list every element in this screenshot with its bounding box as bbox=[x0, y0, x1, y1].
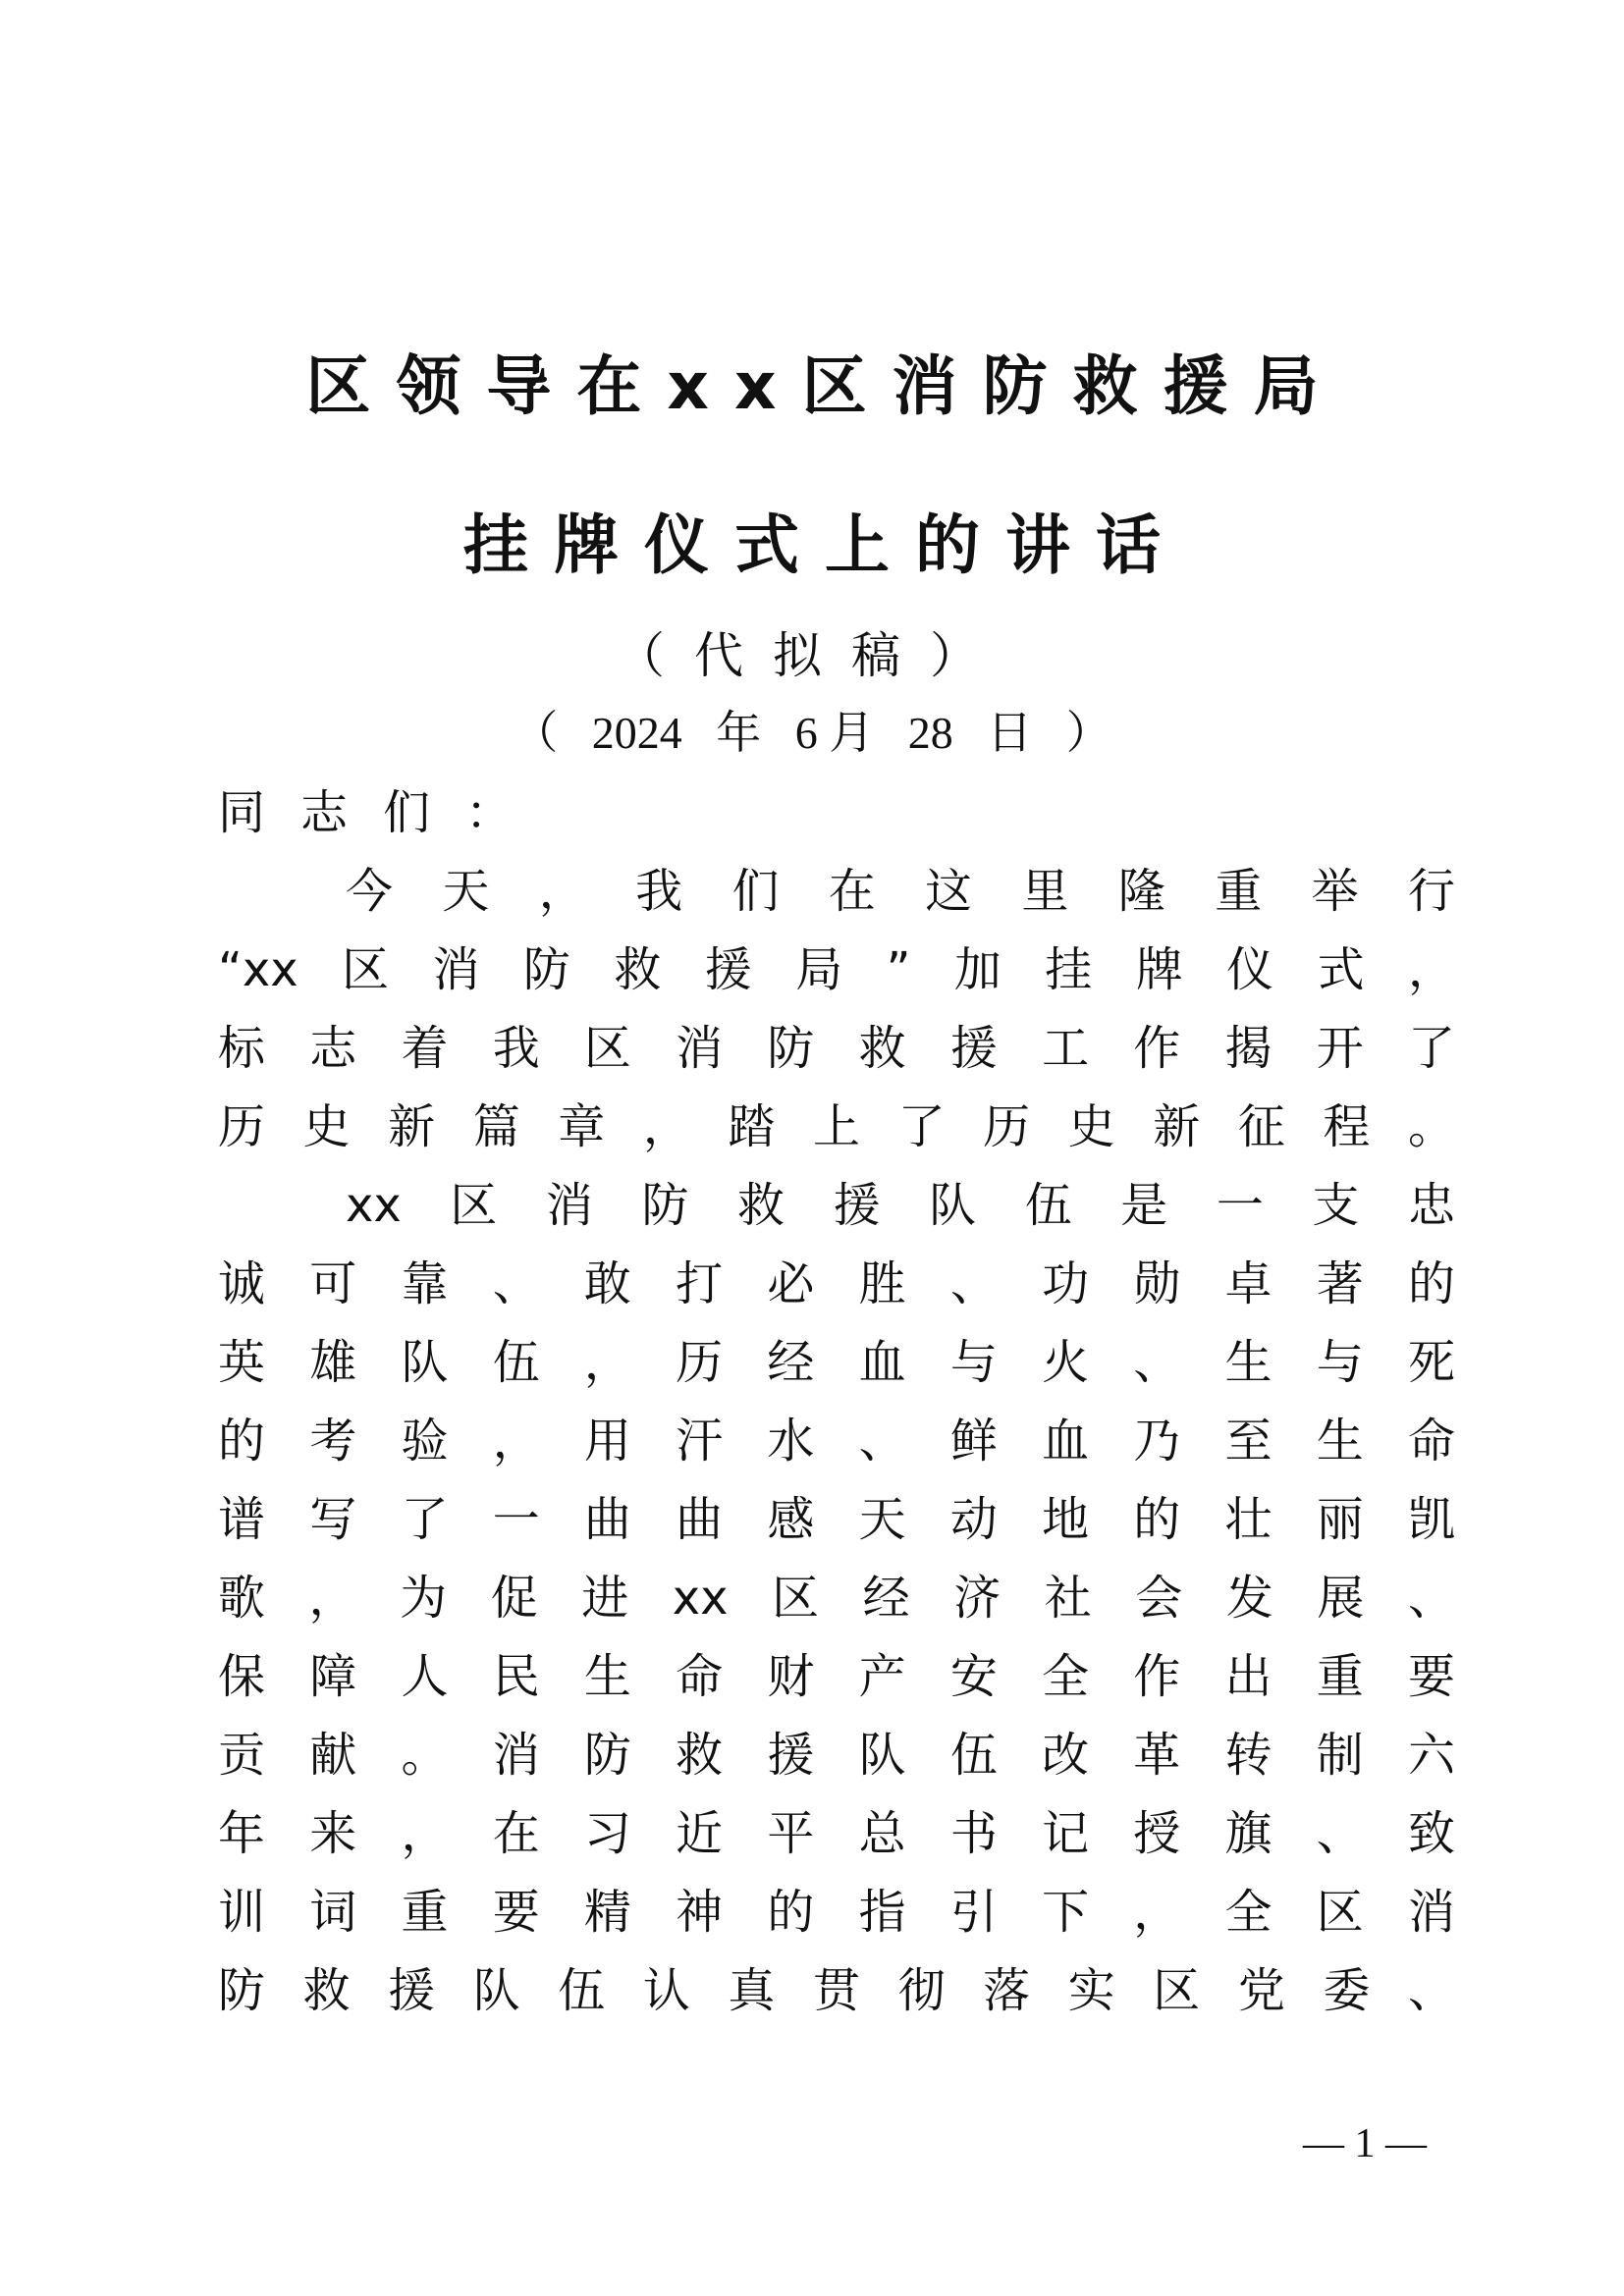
date-year-unit: 年 bbox=[716, 706, 762, 759]
date-close-paren: ） bbox=[1065, 706, 1111, 759]
body-line: 年​来​，​在​习​近​平​总​书​记​授​旗​、​致 bbox=[218, 1806, 1455, 1861]
page-number: — 1 — bbox=[1303, 2121, 1427, 2166]
date-day: 28 bbox=[907, 708, 953, 758]
body-line: 保​障​人​民​生​命​财​产​安​全​作​出​重​要 bbox=[218, 1649, 1455, 1704]
body-line: 标​志​着​我​区​消​防​救​援​工​作​揭​开​了 bbox=[218, 1021, 1455, 1076]
speech-date bbox=[0, 697, 1624, 762]
draft-note: （代拟稿） bbox=[616, 627, 1008, 684]
body-line: x​x​区​消​防​救​援​队​伍​是​一​支​忠 bbox=[346, 1178, 1455, 1233]
body-line: 历​史​新​篇​章​，​踏​上​了​历​史​新​征​程​。 bbox=[218, 1099, 1455, 1154]
body-line: 歌​，​为​促​进​x​x​区​经​济​社​会​发​展​、 bbox=[218, 1571, 1455, 1626]
date-month: 6 bbox=[794, 708, 818, 758]
date-day-unit: 日 bbox=[987, 706, 1033, 759]
body-line: 防​救​援​队​伍​认​真​贯​彻​落​实​区​党​委​、 bbox=[218, 1963, 1455, 2018]
date-open-paren: （ bbox=[513, 706, 559, 759]
title-line-2: 挂牌仪式上的讲话 bbox=[463, 507, 1186, 583]
body-line: 今​天​，​我​们​在​这​里​隆​重​举​行 bbox=[346, 864, 1455, 919]
body-line: 诚​可​靠​、​敢​打​必​胜​、​功​勋​卓​著​的 bbox=[218, 1256, 1455, 1311]
body-line: “​x​x​区​消​防​救​援​局​”​加​挂​牌​仪​式​， bbox=[218, 942, 1455, 997]
body-line: 贡​献​。​消​防​救​援​队​伍​改​革​转​制​六 bbox=[218, 1728, 1455, 1783]
date-year: 2024 bbox=[591, 708, 682, 758]
title-line-1: 区领导在xx区消防救援局 bbox=[305, 348, 1344, 424]
body-line: 英​雄​队​伍​，​历​经​血​与​火​、​生​与​死 bbox=[218, 1335, 1455, 1390]
body-line: 训​词​重​要​精​神​的​指​引​下​，​全​区​消 bbox=[218, 1885, 1455, 1940]
body-line: 的​考​验​，​用​汗​水​、​鲜​血​乃​至​生​命 bbox=[218, 1414, 1455, 1468]
date-month-unit: 月 bbox=[829, 706, 875, 759]
salutation: 同志们： bbox=[218, 785, 549, 840]
body-line: 谱​写​了​一​曲​曲​感​天​动​地​的​壮​丽​凯 bbox=[218, 1492, 1455, 1547]
